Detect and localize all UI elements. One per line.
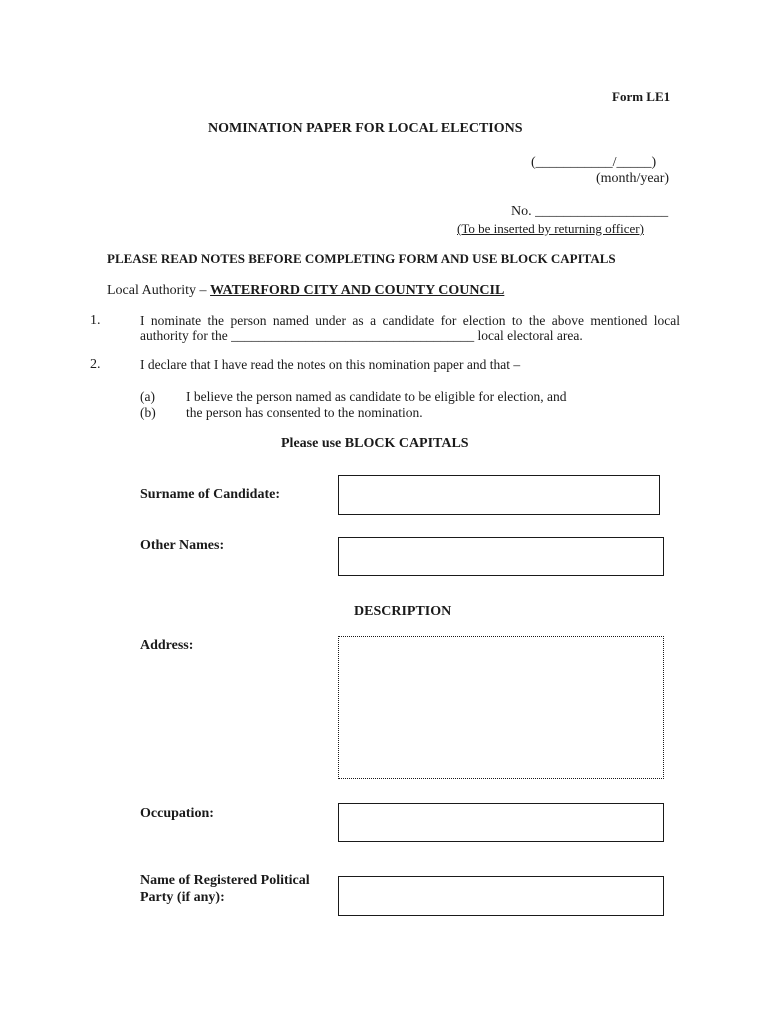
occupation-input[interactable] (338, 803, 664, 842)
surname-input[interactable] (338, 475, 660, 515)
local-authority (107, 283, 504, 299)
surname-label: Surname of Candidate: (140, 487, 281, 502)
form-id: Form LE1 (612, 89, 671, 104)
description-heading: DESCRIPTION (354, 604, 452, 619)
subclause-b-text: the person has consented to the nomination. (186, 405, 423, 420)
clause-1-line2[interactable]: authority for the ____________________________________ local electoral area. (140, 328, 583, 343)
number-line[interactable]: No. ___________________ (511, 204, 669, 219)
other-names-input[interactable] (338, 537, 664, 576)
date-hint: (month/year) (596, 171, 670, 186)
page-title: NOMINATION PAPER FOR LOCAL ELECTIONS (208, 121, 523, 136)
instructions: PLEASE READ NOTES BEFORE COMPLETING FORM AND USE BLOCK CAPITALS (107, 251, 616, 266)
clause-1-number: 1. (90, 313, 101, 328)
clause-2-number: 2. (90, 357, 101, 372)
party-input[interactable] (338, 876, 664, 916)
clause-2-line1: I declare that I have read the notes on this nomination paper and that – (140, 357, 521, 372)
local-authority-value: WATERFORD CITY AND COUNTY COUNCIL (210, 283, 505, 298)
other-names-label: Other Names: (140, 538, 225, 553)
subclause-a-label: (a) (140, 389, 155, 404)
date-line[interactable]: (___________/_____) (531, 155, 657, 170)
address-label: Address: (140, 638, 194, 653)
subclause-b-label: (b) (140, 405, 156, 420)
subclause-a-text: I believe the person named as candidate to be eligible for election, and (186, 389, 567, 404)
occupation-label: Occupation: (140, 806, 214, 821)
block-capitals-heading: Please use BLOCK CAPITALS (281, 436, 469, 451)
clause-1-line1: I nominate the person named under as a candidate for election to the above mentioned local (140, 313, 680, 328)
address-input[interactable] (338, 636, 664, 779)
party-label-line2: Party (if any): (140, 890, 225, 905)
number-hint: (To be inserted by returning officer) (457, 221, 644, 236)
local-authority-label: Local Authority – (107, 283, 211, 298)
party-label-line1: Name of Registered Political (140, 873, 310, 888)
